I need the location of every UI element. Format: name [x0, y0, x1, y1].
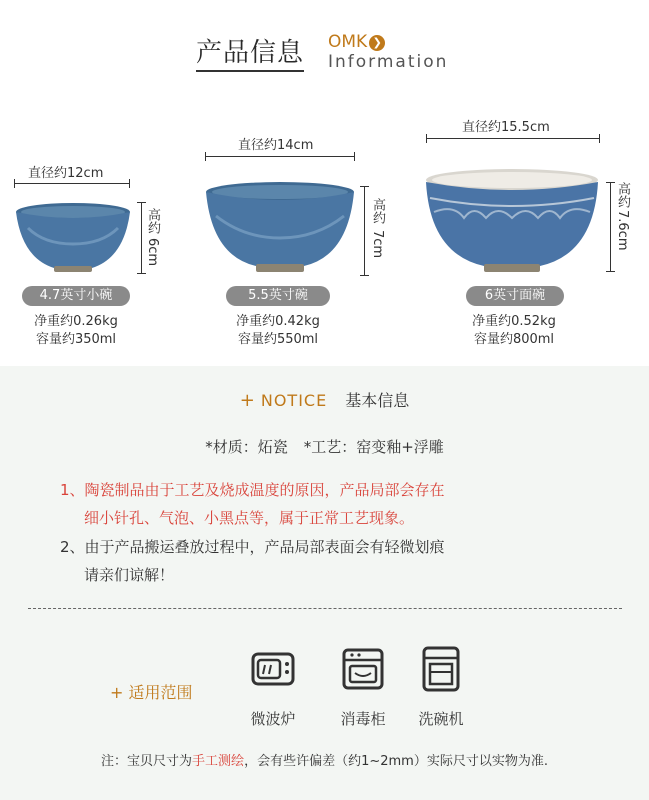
footnote	[0, 750, 649, 769]
footnote-highlight: 手工测绘	[192, 754, 245, 769]
product-name-badge-2: 5.5英寸碗	[226, 286, 330, 306]
product-name-badge-1: 4.7英寸小碗	[22, 286, 130, 306]
height-label-2a: 高约	[370, 198, 385, 224]
notice-section	[0, 366, 649, 800]
footnote-suffix: ，会有些许偏差（约1~2mm）实际尺寸以实物为准.	[244, 754, 548, 769]
bowl-medium-image	[204, 180, 356, 276]
diameter-label-2: 直径约14cm	[238, 138, 314, 153]
brand-label	[328, 32, 385, 52]
height-label-2b: 7cm	[370, 230, 385, 259]
height-line-2	[364, 186, 365, 276]
notice-title-en: NOTICE	[260, 391, 328, 410]
weight-3: 净重约0.52kg	[472, 314, 556, 329]
craft-text: *工艺：窑变釉+浮雕	[303, 438, 444, 456]
page-title: 产品信息	[196, 38, 305, 68]
capacity-2: 容量约550ml	[237, 332, 319, 347]
notice-heading	[0, 388, 649, 411]
diameter-label-3: 直径约15.5cm	[462, 120, 550, 135]
weight-2: 净重约0.42kg	[236, 314, 320, 329]
height-line-3	[610, 182, 611, 272]
usage-label: + 适用范围	[110, 683, 193, 702]
microwave-icon	[250, 646, 296, 692]
bowl-small-image	[14, 198, 132, 276]
notice-title-cn: 基本信息	[345, 391, 410, 410]
dashed-divider	[28, 608, 622, 609]
height-label-1b: 6cm	[145, 238, 160, 267]
header	[0, 28, 649, 78]
diameter-line-3	[426, 138, 600, 139]
chevron-right-icon: ❯	[369, 35, 385, 51]
usage-item-sterilizer: 消毒柜	[340, 710, 386, 728]
height-label-3a: 高约	[615, 182, 630, 208]
plus-icon: +	[239, 390, 255, 411]
subtitle-en: Information	[328, 52, 449, 72]
weight-1: 净重约0.26kg	[34, 314, 118, 329]
height-label-3b: 7.6cm	[615, 210, 630, 251]
height-label-1a: 高约	[145, 208, 160, 234]
material-line	[0, 436, 649, 457]
notice-item-1-line2: 细小针孔、气泡、小黑点等，属于正常工艺现象。	[84, 509, 415, 527]
notice-item-1	[60, 476, 600, 532]
material-text: *材质：炻瓷	[205, 438, 288, 456]
usage-item-microwave: 微波炉	[250, 710, 296, 728]
product-section	[0, 110, 649, 360]
brand-text: OMK	[328, 32, 368, 52]
usage-item-dishwasher: 洗碗机	[418, 710, 464, 728]
diameter-line-1	[14, 183, 130, 184]
notice-item-2-line2: 请亲们谅解！	[84, 566, 175, 584]
title-underline	[196, 70, 304, 72]
sterilizer-icon	[340, 646, 386, 692]
capacity-1: 容量约350ml	[35, 332, 117, 347]
bowl-large-image	[424, 168, 600, 274]
height-line-1	[141, 202, 142, 274]
diameter-line-2	[205, 156, 355, 157]
diameter-label-1: 直径约12cm	[28, 166, 104, 181]
notice-item-1-line1: 1、陶瓷制品由于工艺及烧成温度的原因，产品局部会存在	[60, 481, 445, 499]
product-name-badge-3: 6英寸面碗	[466, 286, 564, 306]
capacity-3: 容量约800ml	[473, 332, 555, 347]
footnote-prefix: 注：宝贝尺寸为	[101, 754, 193, 769]
notice-item-2	[60, 533, 600, 589]
dishwasher-icon	[418, 646, 464, 692]
notice-item-2-line1: 2、由于产品搬运叠放过程中，产品局部表面会有轻微划痕	[60, 538, 445, 556]
